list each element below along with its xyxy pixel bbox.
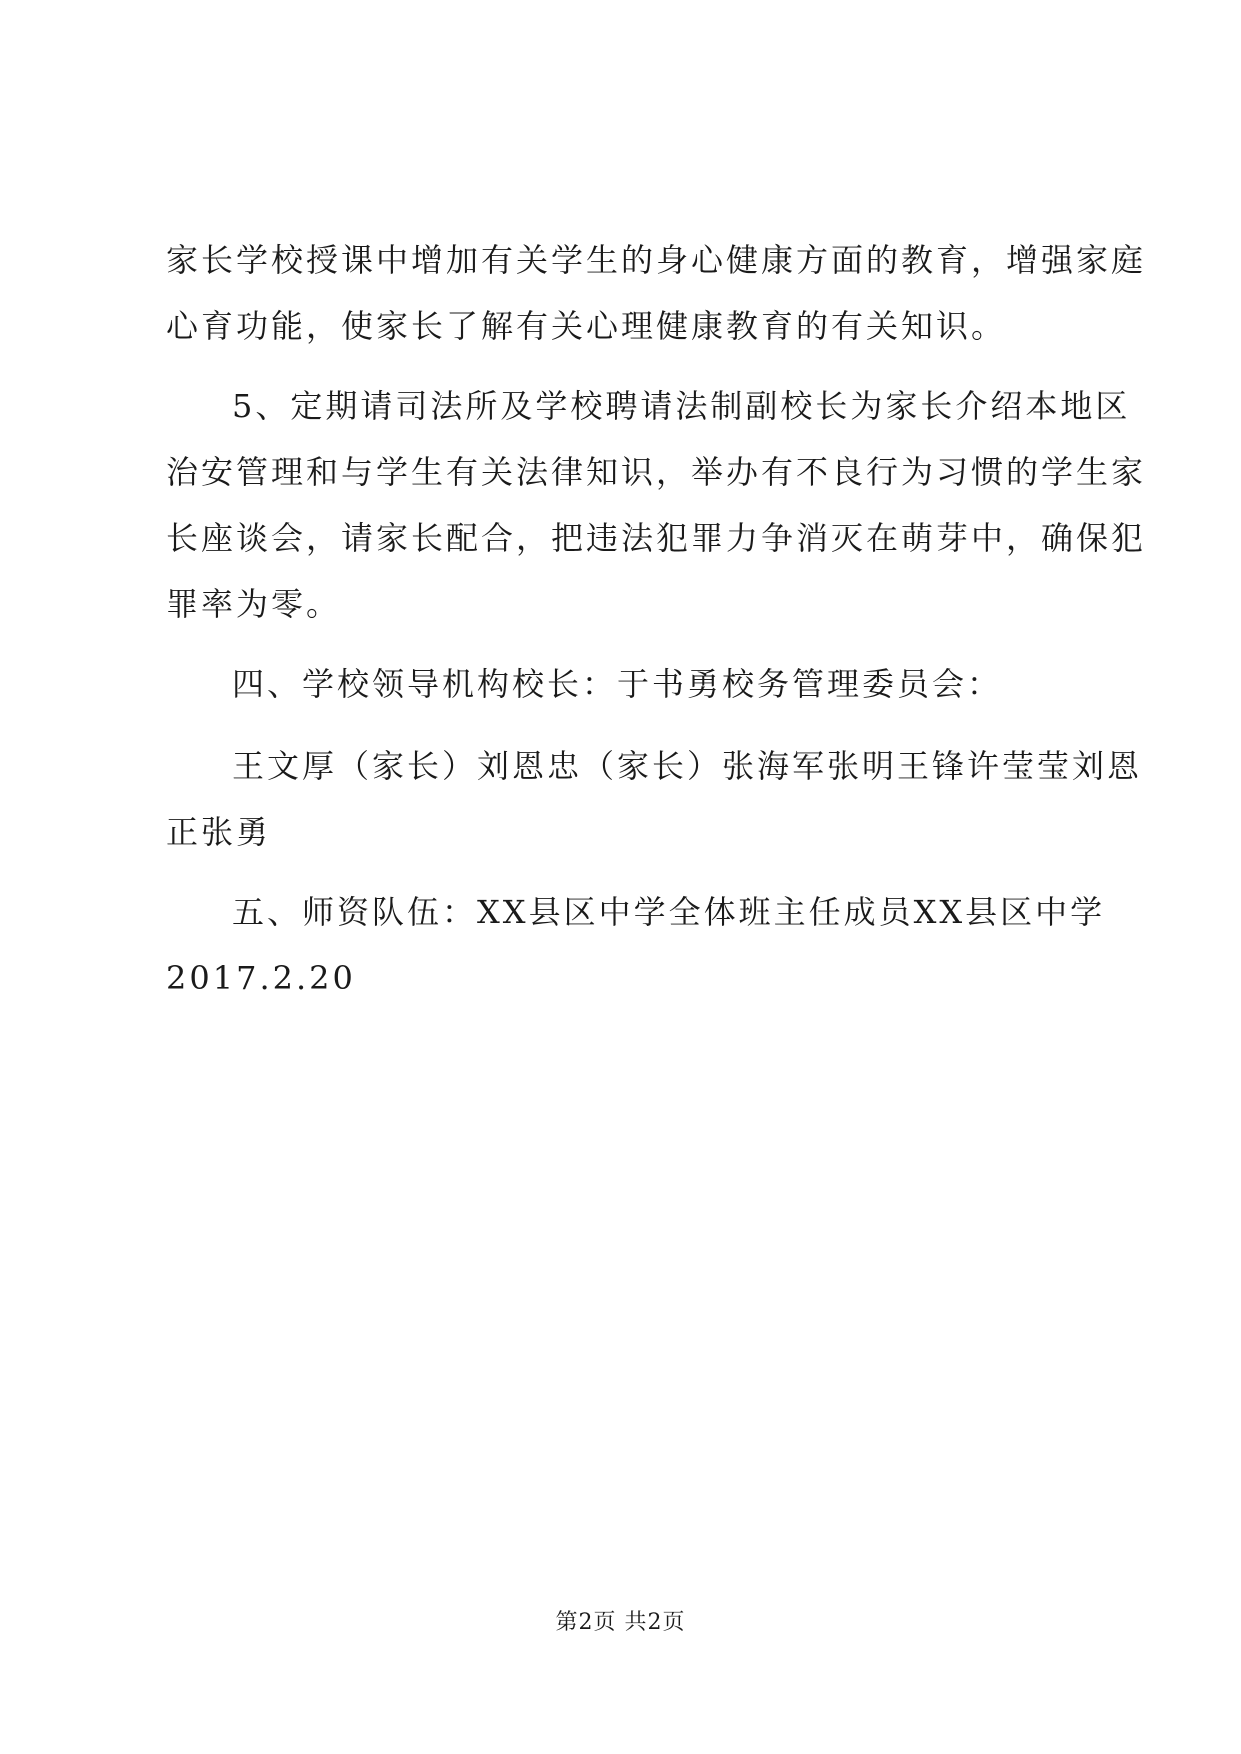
- page-number-footer: 第2页 共2页: [555, 1610, 686, 1635]
- paragraph-line: 家长学校授课中增加有关学生的身心健康方面的教育，增强家庭: [166, 241, 1147, 279]
- section-heading: 五、师资队伍：XX县区中学全体班主任成员XX县区中学: [232, 893, 1106, 931]
- paragraph-line: 正张勇: [166, 813, 272, 851]
- paragraph-line: 心育功能，使家长了解有关心理健康教育的有关知识。: [166, 307, 1007, 345]
- paragraph-line: 长座谈会，请家长配合，把违法犯罪力争消灭在萌芽中，确保犯: [166, 519, 1147, 557]
- paragraph-line: 5、定期请司法所及学校聘请法制副校长为家长介绍本地区: [232, 387, 1131, 425]
- section-heading: 四、学校领导机构校长：于书勇校务管理委员会：: [232, 665, 1003, 703]
- paragraph-line: 王文厚（家长）刘恩忠（家长）张海军张明王锋许莹莹刘恩: [232, 747, 1143, 785]
- paragraph-line: 治安管理和与学生有关法律知识，举办有不良行为习惯的学生家: [166, 453, 1147, 491]
- paragraph-line: 罪率为零。: [166, 585, 342, 623]
- date-line: 2017.2.20: [166, 959, 356, 997]
